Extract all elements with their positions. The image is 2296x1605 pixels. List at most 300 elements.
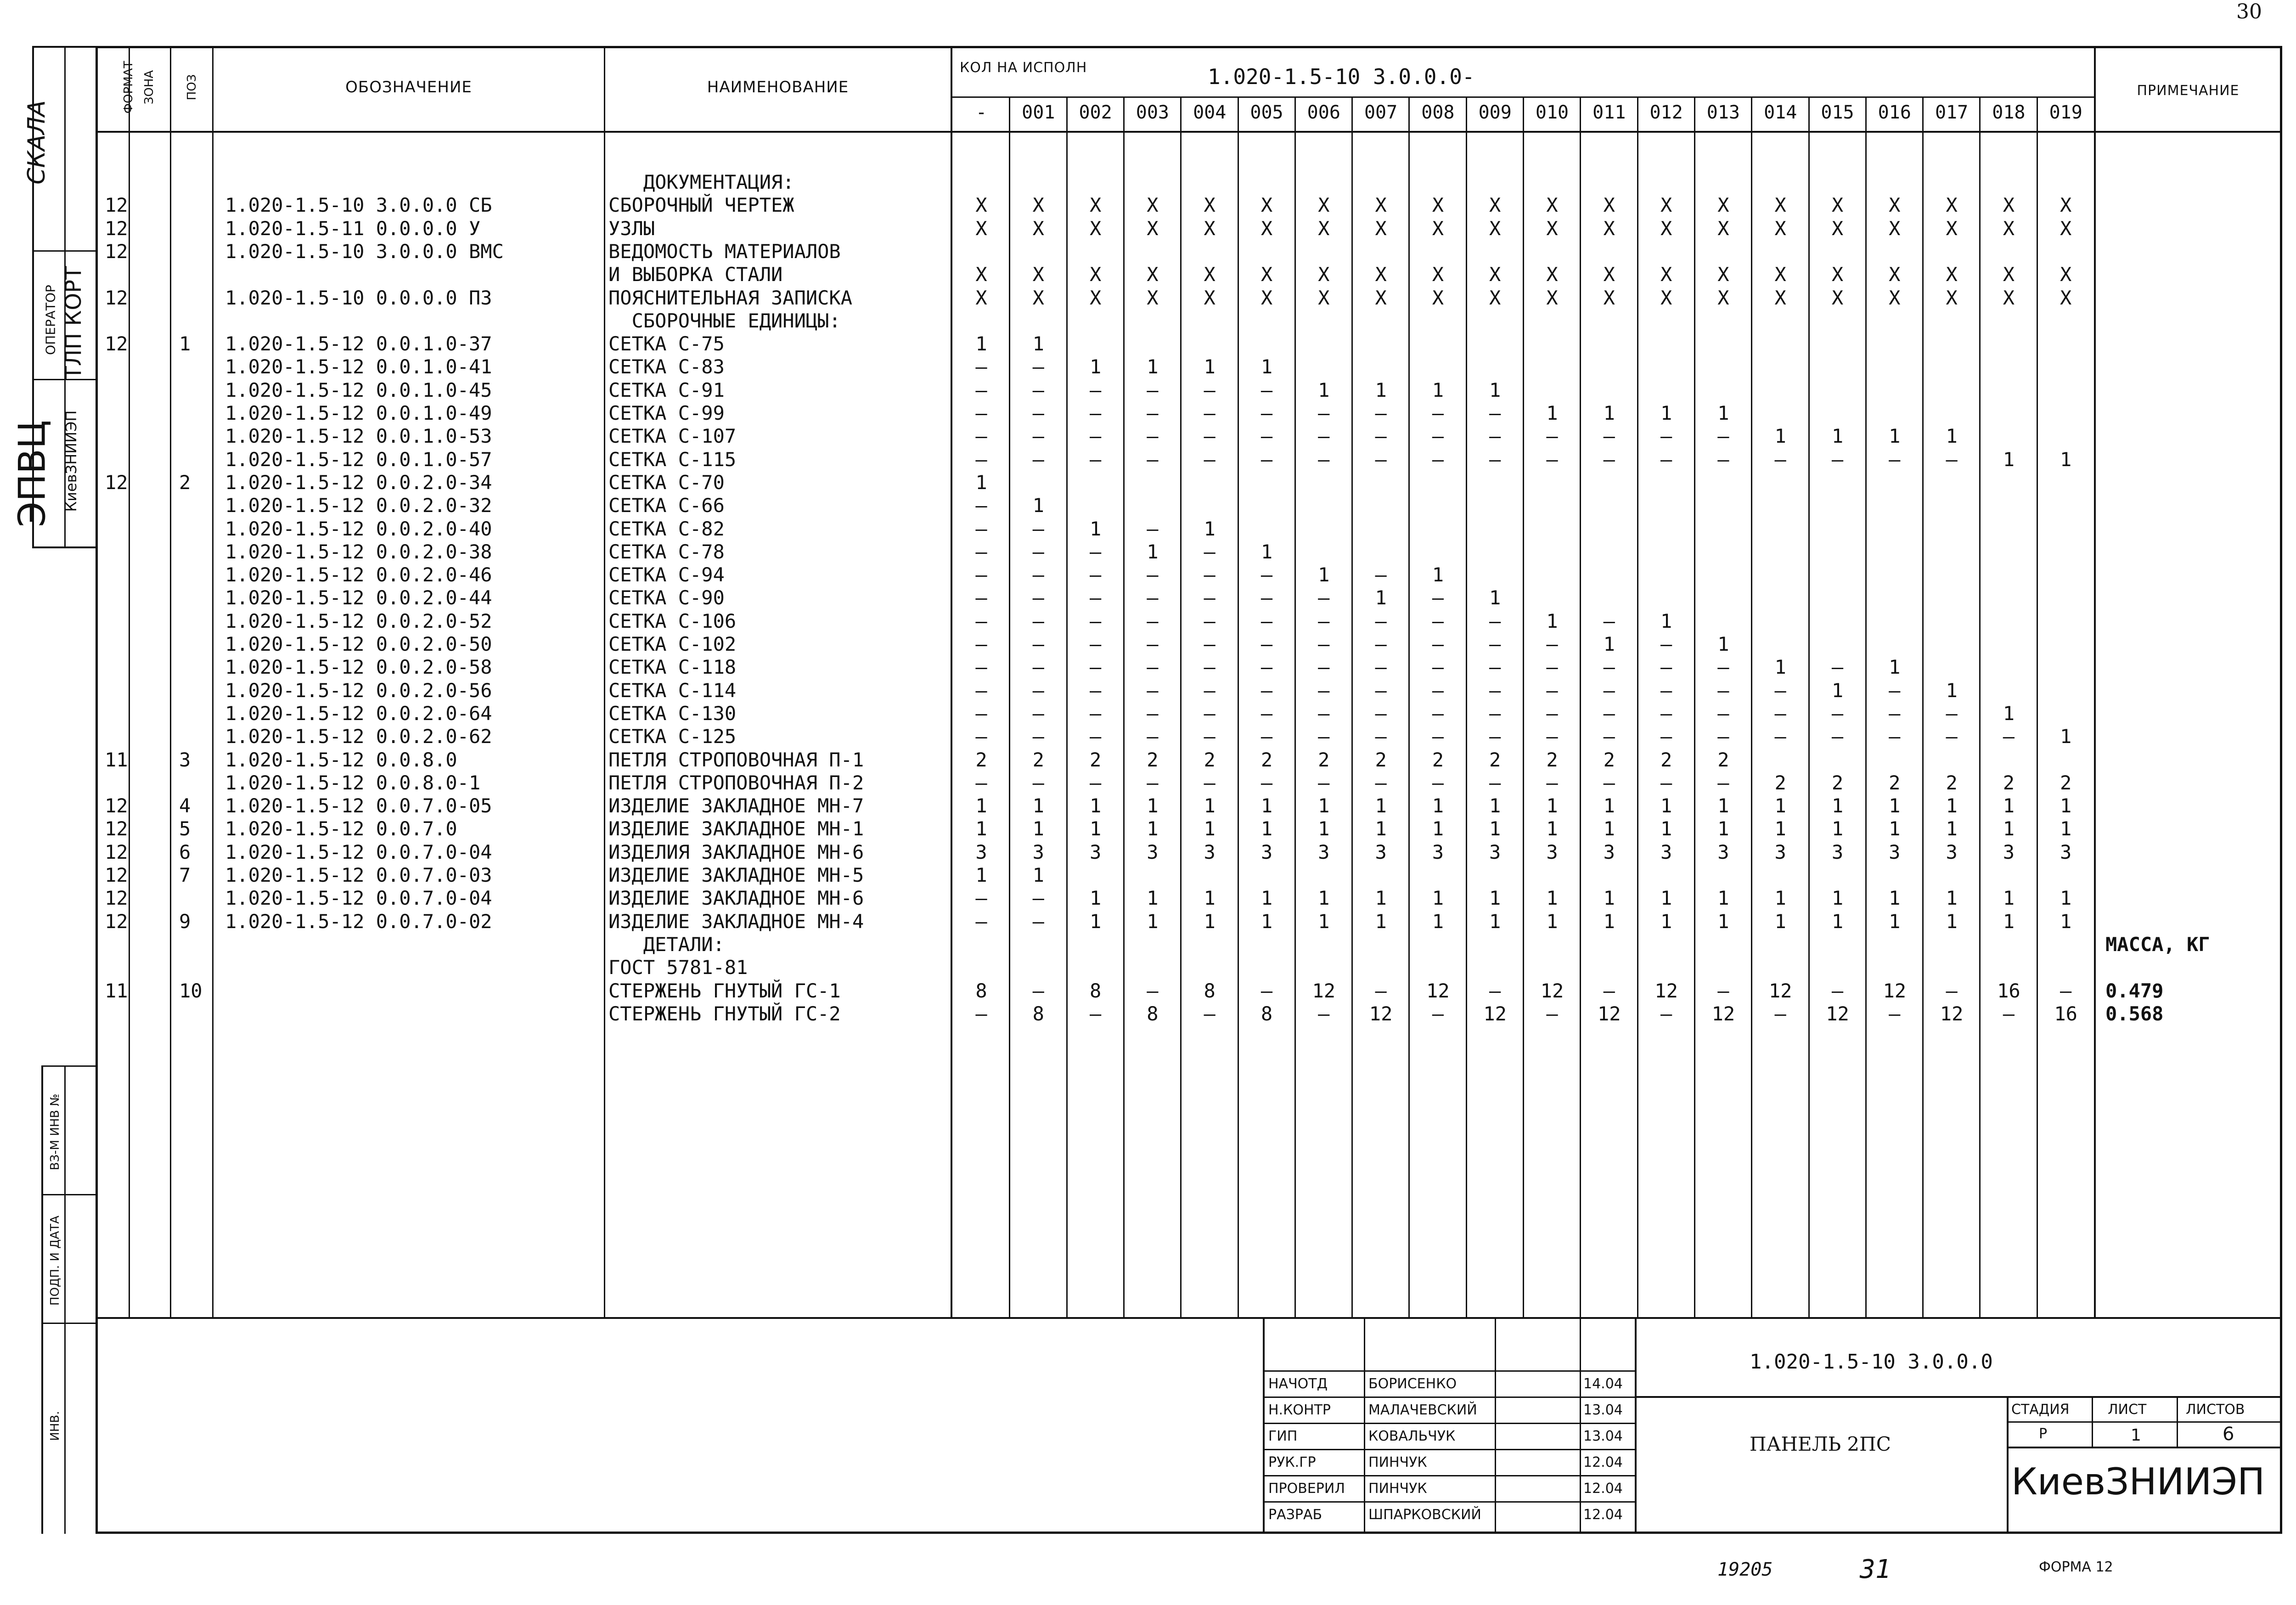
row-quantity-cell: X [1889, 286, 1901, 309]
row-quantity-cell: – [1204, 609, 1216, 632]
row-quantity-cell: 1 [1489, 794, 1501, 817]
row-quantity-cell: 1 [1318, 378, 1330, 401]
row-quantity-cell: – [1261, 402, 1273, 424]
row-designation: 1.020-1.5-10 3.0.0.0 ВМС [225, 240, 504, 263]
stamp-operator-label: ОПЕРАТОР [43, 285, 58, 355]
tb-institute: КиевЗНИИЭП [2011, 1460, 2265, 1503]
signer-name: КОВАЛЬЧУК [1368, 1428, 1456, 1444]
row-quantity-cell: X [1546, 286, 1558, 309]
row-quantity-cell: 1 [1147, 540, 1159, 563]
row-quantity-cell: 1 [1261, 887, 1273, 910]
header-naimenovanie: НАИМЕНОВАНИЕ [707, 78, 849, 96]
row-quantity-cell: X [1946, 217, 1958, 240]
row-quantity-cell: – [1489, 609, 1501, 632]
row-quantity-cell: – [1774, 702, 1786, 725]
row-quantity-cell: – [1089, 425, 1102, 448]
row-quantity-cell: – [1261, 609, 1273, 632]
row-quantity-cell: – [1032, 771, 1044, 794]
footer-order-number: 19205 [1717, 1559, 1773, 1580]
row-quantity-cell: X [1432, 263, 1444, 286]
row-designation: 1.020-1.5-12 0.0.2.0-52 [225, 609, 492, 632]
row-quantity-cell: – [1489, 402, 1501, 424]
row-quantity-cell: 1 [1147, 355, 1159, 378]
page-number: 30 [2236, 0, 2262, 23]
row-quantity-cell: 1 [1318, 794, 1330, 817]
row-quantity-cell: – [1261, 979, 1273, 1002]
row-quantity-cell: – [1032, 448, 1044, 471]
row-quantity-cell: 12 [1426, 979, 1450, 1002]
row-quantity-cell: – [1489, 702, 1501, 725]
row-quantity-cell: – [1375, 609, 1387, 632]
row-quantity-cell: – [1261, 448, 1273, 471]
col-zone-line [170, 46, 171, 1318]
row-quantity-cell: X [1946, 263, 1958, 286]
row-quantity-cell: X [975, 263, 987, 286]
row-quantity-cell: X [1261, 217, 1273, 240]
row-quantity-cell: – [1032, 679, 1044, 702]
row-quantity-cell: X [1147, 263, 1159, 286]
row-quantity-cell: X [1318, 217, 1330, 240]
signer-row-line [1263, 1370, 1635, 1372]
row-quantity-cell: X [2003, 194, 2015, 217]
stamp-skala: СКАЛА [23, 100, 51, 185]
signer-date: 12.04 [1583, 1507, 1623, 1523]
row-note: МАССА, КГ [2105, 933, 2210, 956]
row-quantity-cell: X [1831, 286, 1844, 309]
row-designation: 1.020-1.5-12 0.0.2.0-44 [225, 586, 492, 609]
row-format: 12 [105, 286, 128, 309]
execution-column-11: 011 [1593, 102, 1626, 123]
row-name: ПЕТЛЯ СТРОПОВОЧНАЯ П-1 [608, 748, 864, 771]
row-position: 4 [179, 794, 191, 817]
row-quantity-cell: – [1204, 656, 1216, 679]
row-quantity-cell: – [1318, 656, 1330, 679]
row-quantity-cell: 1 [2003, 448, 2015, 471]
row-quantity-cell: – [1147, 679, 1159, 702]
row-quantity-cell: X [1204, 217, 1216, 240]
row-name: СЕТКА С-118 [608, 656, 737, 679]
row-quantity-cell: 1 [1261, 910, 1273, 933]
row-quantity-cell: – [1375, 679, 1387, 702]
signer-role: ПРОВЕРИЛ [1268, 1481, 1345, 1497]
row-quantity-cell: – [1831, 702, 1844, 725]
row-quantity-cell: – [1660, 448, 1672, 471]
row-quantity-cell: X [1774, 217, 1786, 240]
col-poz-line [212, 46, 214, 1318]
row-quantity-cell: 3 [1375, 840, 1387, 863]
row-format: 12 [105, 332, 128, 355]
row-name: СЕТКА С-125 [608, 725, 737, 748]
row-quantity-cell: – [975, 402, 987, 424]
row-name: СТЕРЖЕНЬ ГНУТЫЙ ГС-2 [608, 1002, 841, 1025]
row-quantity-cell: 1 [975, 332, 987, 355]
row-quantity-cell: – [1318, 679, 1330, 702]
execution-column-4: 004 [1193, 102, 1227, 123]
row-quantity-cell: – [1261, 771, 1273, 794]
execution-column-12: 012 [1649, 102, 1683, 123]
row-quantity-cell: – [1717, 425, 1729, 448]
row-quantity-cell: X [1032, 263, 1044, 286]
row-quantity-cell: 1 [1660, 887, 1672, 910]
execution-column-14: 014 [1764, 102, 1797, 123]
row-quantity-cell: 1 [1774, 817, 1786, 840]
row-quantity-cell: – [1946, 725, 1958, 748]
row-quantity-cell: X [1660, 194, 1672, 217]
row-quantity-cell: – [1204, 448, 1216, 471]
tb-stadia-v2 [2092, 1396, 2093, 1447]
row-name: СЕТКА С-106 [608, 609, 737, 632]
row-quantity-cell: X [2003, 286, 2015, 309]
row-quantity-cell: 1 [1946, 817, 1958, 840]
row-quantity-cell: X [2060, 217, 2072, 240]
row-quantity-cell: 1 [1489, 378, 1501, 401]
row-quantity-cell: 1 [1261, 794, 1273, 817]
row-quantity-cell: – [1318, 402, 1330, 424]
row-quantity-cell: 1 [2060, 794, 2072, 817]
row-quantity-cell: X [1489, 217, 1501, 240]
row-quantity-cell: – [1375, 448, 1387, 471]
row-quantity-cell: X [1831, 194, 1844, 217]
execution-column-10: 010 [1535, 102, 1569, 123]
row-quantity-cell: X [1261, 194, 1273, 217]
stamp-outer-bottom [32, 546, 96, 548]
row-quantity-cell: – [1318, 725, 1330, 748]
frame-left [96, 46, 98, 1534]
signer-date: 14.04 [1583, 1376, 1623, 1392]
frame-right [2280, 46, 2282, 1534]
row-quantity-cell: – [1774, 1002, 1786, 1025]
row-quantity-cell: – [1660, 425, 1672, 448]
signer-role: ГИП [1268, 1428, 1298, 1444]
row-quantity-cell: – [975, 656, 987, 679]
date-label: ПОДП. И ДАТА [48, 1216, 62, 1306]
row-quantity-cell: 2 [1717, 748, 1729, 771]
row-quantity-cell: – [1261, 633, 1273, 655]
row-designation: 1.020-1.5-12 0.0.1.0-41 [225, 355, 492, 378]
tb-stadia-label: СТАДИЯ [2011, 1402, 2070, 1418]
row-designation: 1.020-1.5-12 0.0.2.0-62 [225, 725, 492, 748]
signer-role: НАЧОТД [1268, 1376, 1328, 1392]
tb-stadia-v [2007, 1396, 2009, 1534]
row-quantity-cell: X [1774, 194, 1786, 217]
row-quantity-cell: X [1089, 263, 1102, 286]
row-quantity-cell: 1 [1432, 794, 1444, 817]
row-quantity-cell: 2 [1889, 771, 1901, 794]
row-quantity-cell: X [1717, 194, 1729, 217]
row-quantity-cell: X [1660, 263, 1672, 286]
row-quantity-cell: 1 [1889, 817, 1901, 840]
row-quantity-cell: – [975, 540, 987, 563]
row-quantity-cell: X [1546, 194, 1558, 217]
row-quantity-cell: X [1603, 263, 1615, 286]
row-quantity-cell: – [975, 563, 987, 586]
row-quantity-cell: 3 [1831, 840, 1844, 863]
tb-stadia-v3 [2177, 1396, 2178, 1447]
row-quantity-cell: – [1375, 725, 1387, 748]
row-name: ВЕДОМОСТЬ МАТЕРИАЛОВ [608, 240, 841, 263]
row-quantity-cell: 2 [1204, 748, 1216, 771]
signer-name: МАЛАЧЕВСКИЙ [1368, 1402, 1477, 1418]
stamp-operator-value: ТЛП КОРТ [61, 266, 86, 380]
row-quantity-cell: – [1204, 771, 1216, 794]
row-quantity-cell: – [1432, 448, 1444, 471]
row-quantity-cell: X [1489, 194, 1501, 217]
row-name: СЕТКА С-114 [608, 679, 737, 702]
row-quantity-cell: 3 [1546, 840, 1558, 863]
row-quantity-cell: – [1032, 563, 1044, 586]
row-quantity-cell: 1 [1261, 540, 1273, 563]
row-quantity-cell: 1 [1946, 910, 1958, 933]
row-quantity-cell: 1 [1546, 794, 1558, 817]
execution-column-1: 001 [1022, 102, 1055, 123]
row-quantity-cell: 1 [1889, 656, 1901, 679]
row-quantity-cell: 1 [1546, 402, 1558, 424]
row-quantity-cell: 1 [1717, 817, 1729, 840]
row-quantity-cell: – [975, 679, 987, 702]
signer-name: ПИНЧУК [1368, 1481, 1427, 1497]
row-quantity-cell: – [1204, 425, 1216, 448]
row-designation: 1.020-1.5-12 0.0.8.0-1 [225, 771, 481, 794]
row-quantity-cell: – [1147, 771, 1159, 794]
row-quantity-cell: X [1089, 286, 1102, 309]
execution-column-16: 016 [1878, 102, 1911, 123]
row-quantity-cell: 1 [1375, 586, 1387, 609]
row-name: ИЗДЕЛИЕ ЗАКЛАДНОЕ МН-4 [608, 910, 864, 933]
row-quantity-cell: 3 [1032, 840, 1044, 863]
row-quantity-cell: – [1204, 702, 1216, 725]
row-quantity-cell: – [975, 517, 987, 540]
row-quantity-cell: X [1831, 217, 1844, 240]
row-quantity-cell: – [2003, 1002, 2015, 1025]
row-quantity-cell: 3 [1432, 840, 1444, 863]
row-quantity-cell: – [1375, 633, 1387, 655]
row-quantity-cell: 12 [1826, 1002, 1849, 1025]
row-format: 12 [105, 840, 128, 863]
row-quantity-cell: – [1261, 725, 1273, 748]
execution-column-8: 008 [1421, 102, 1455, 123]
row-quantity-cell: 2 [1032, 748, 1044, 771]
row-quantity-cell: 2 [1318, 748, 1330, 771]
row-quantity-cell: 1 [1318, 563, 1330, 586]
execution-column-15: 015 [1821, 102, 1854, 123]
row-quantity-cell: – [1032, 725, 1044, 748]
row-name: СБОРОЧНЫЙ ЧЕРТЕЖ [608, 194, 794, 217]
row-quantity-cell: – [1546, 679, 1558, 702]
row-quantity-cell: 3 [1717, 840, 1729, 863]
row-quantity-cell: – [975, 725, 987, 748]
row-quantity-cell: 12 [1883, 979, 1907, 1002]
row-designation: 1.020-1.5-12 0.0.2.0-40 [225, 517, 492, 540]
row-quantity-cell: 2 [1147, 748, 1159, 771]
row-quantity-cell: 1 [1717, 633, 1729, 655]
row-quantity-cell: 1 [1717, 887, 1729, 910]
row-designation: 1.020-1.5-12 0.0.1.0-49 [225, 402, 492, 424]
row-quantity-cell: 1 [1032, 494, 1044, 517]
row-quantity-cell: – [1032, 656, 1044, 679]
row-quantity-cell: X [1147, 217, 1159, 240]
row-quantity-cell: – [1147, 402, 1159, 424]
row-name: СЕТКА С-90 [608, 586, 725, 609]
row-quantity-cell: – [1546, 1002, 1558, 1025]
row-quantity-cell: – [1204, 540, 1216, 563]
row-quantity-cell: – [1089, 679, 1102, 702]
row-quantity-cell: – [975, 425, 987, 448]
row-name: СЕТКА С-91 [608, 378, 725, 401]
row-name: ПОЯСНИТЕЛЬНАЯ ЗАПИСКА [608, 286, 853, 309]
row-quantity-cell: – [1432, 586, 1444, 609]
row-quantity-cell: 3 [1204, 840, 1216, 863]
row-quantity-cell: – [1147, 656, 1159, 679]
row-quantity-cell: 1 [1946, 425, 1958, 448]
row-quantity-cell: 1 [1546, 609, 1558, 632]
header-oboznachenie: ОБОЗНАЧЕНИЕ [345, 78, 472, 96]
row-quantity-cell: 2 [1089, 748, 1102, 771]
row-quantity-cell: 1 [1375, 887, 1387, 910]
row-designation: 1.020-1.5-12 0.0.7.0-04 [225, 840, 492, 863]
row-quantity-cell: 1 [1774, 794, 1786, 817]
row-quantity-cell: – [1375, 771, 1387, 794]
row-quantity-cell: 1 [1946, 679, 1958, 702]
row-quantity-cell: – [1603, 979, 1615, 1002]
row-quantity-cell: – [1889, 725, 1901, 748]
row-quantity-cell: 1 [1603, 633, 1615, 655]
row-quantity-cell: – [1375, 563, 1387, 586]
tb-designation: 1.020-1.5-10 3.0.0.0 [1750, 1350, 1993, 1374]
signer-row-line [1263, 1423, 1635, 1424]
row-quantity-cell: 1 [1774, 910, 1786, 933]
row-quantity-cell: 1 [1089, 517, 1102, 540]
row-quantity-cell: – [1831, 448, 1844, 471]
row-designation: 1.020-1.5-12 0.0.2.0-64 [225, 702, 492, 725]
row-quantity-cell: 1 [1946, 887, 1958, 910]
row-quantity-cell: 16 [1997, 979, 2020, 1002]
row-name: СЕТКА С-115 [608, 448, 737, 471]
row-quantity-cell: X [1774, 263, 1786, 286]
row-quantity-cell: – [1204, 679, 1216, 702]
execution-column-9: 009 [1478, 102, 1512, 123]
row-designation: 1.020-1.5-10 0.0.0.0 ПЗ [225, 286, 492, 309]
header-primechanie: ПРИМЕЧАНИЕ [2137, 83, 2240, 99]
row-name: ГОСТ 5781-81 [608, 956, 748, 979]
row-quantity-cell: – [975, 609, 987, 632]
row-name: СЕТКА С-99 [608, 402, 725, 424]
row-quantity-cell: – [1032, 425, 1044, 448]
row-quantity-cell: – [975, 448, 987, 471]
row-designation: 1.020-1.5-12 0.0.2.0-50 [225, 633, 492, 655]
signer-date: 13.04 [1583, 1428, 1623, 1444]
row-quantity-cell: 12 [1654, 979, 1678, 1002]
row-quantity-cell: X [1717, 286, 1729, 309]
row-quantity-cell: 1 [1774, 887, 1786, 910]
row-quantity-cell: X [1603, 194, 1615, 217]
row-position: 9 [179, 910, 191, 933]
row-quantity-cell: X [1546, 217, 1558, 240]
row-quantity-cell: – [1660, 656, 1672, 679]
row-quantity-cell: – [1032, 517, 1044, 540]
row-quantity-cell: 1 [1204, 355, 1216, 378]
row-name: ИЗДЕЛИЯ ЗАКЛАДНОЕ МН-6 [608, 840, 864, 863]
row-quantity-cell: 3 [1774, 840, 1786, 863]
frame-bottom [96, 1532, 2282, 1534]
row-quantity-cell: 1 [1774, 425, 1786, 448]
row-quantity-cell: X [1774, 286, 1786, 309]
row-quantity-cell: 1 [1375, 910, 1387, 933]
row-quantity-cell: X [1546, 263, 1558, 286]
row-quantity-cell: X [1032, 217, 1044, 240]
row-quantity-cell: 1 [1660, 910, 1672, 933]
row-designation: 1.020-1.5-12 0.0.8.0 [225, 748, 457, 771]
row-quantity-cell: 1 [1489, 910, 1501, 933]
row-quantity-cell: – [1489, 425, 1501, 448]
row-quantity-cell: 1 [1375, 794, 1387, 817]
row-quantity-cell: – [1603, 609, 1615, 632]
row-name: СЕТКА С-94 [608, 563, 725, 586]
row-quantity-cell: X [1261, 286, 1273, 309]
row-quantity-cell: – [975, 633, 987, 655]
row-position: 6 [179, 840, 191, 863]
row-quantity-cell: 1 [1831, 679, 1844, 702]
row-quantity-cell: – [975, 494, 987, 517]
row-quantity-cell: X [1032, 194, 1044, 217]
row-quantity-cell: X [1717, 217, 1729, 240]
row-quantity-cell: X [1204, 263, 1216, 286]
row-quantity-cell: 1 [1889, 794, 1901, 817]
row-quantity-cell: – [1946, 448, 1958, 471]
row-quantity-cell: – [1660, 702, 1672, 725]
row-quantity-cell: – [1489, 448, 1501, 471]
row-quantity-cell: – [1603, 425, 1615, 448]
row-quantity-cell: X [1261, 263, 1273, 286]
row-designation: 1.020-1.5-12 0.0.7.0-05 [225, 794, 492, 817]
row-quantity-cell: 3 [1603, 840, 1615, 863]
row-quantity-cell: 1 [1603, 817, 1615, 840]
row-quantity-cell: – [1032, 887, 1044, 910]
row-quantity-cell: – [1032, 378, 1044, 401]
execution-column-19: 019 [2049, 102, 2082, 123]
row-format: 12 [105, 217, 128, 240]
row-quantity-cell: 1 [1432, 563, 1444, 586]
row-quantity-cell: – [1603, 448, 1615, 471]
row-quantity-cell: 12 [1940, 1002, 1964, 1025]
row-quantity-cell: 1 [1147, 887, 1159, 910]
row-quantity-cell: 1 [975, 794, 987, 817]
row-quantity-cell: 1 [1318, 817, 1330, 840]
row-quantity-cell: X [1660, 217, 1672, 240]
row-quantity-cell: – [1147, 725, 1159, 748]
row-format: 12 [105, 794, 128, 817]
execution-column-13: 013 [1706, 102, 1740, 123]
row-quantity-cell: 12 [1540, 979, 1564, 1002]
row-quantity-cell: 1 [1546, 910, 1558, 933]
row-quantity-cell: X [1717, 263, 1729, 286]
row-quantity-cell: 1 [1204, 794, 1216, 817]
row-quantity-cell: – [1032, 402, 1044, 424]
execution-column-5: 005 [1250, 102, 1283, 123]
execution-column-0: - [975, 102, 987, 123]
row-quantity-cell: 1 [2060, 910, 2072, 933]
row-quantity-cell: – [1032, 586, 1044, 609]
row-name: ПЕТЛЯ СТРОПОВОЧНАЯ П-2 [608, 771, 864, 794]
row-quantity-cell: 8 [1147, 1002, 1159, 1025]
row-designation: 1.020-1.5-12 0.0.2.0-56 [225, 679, 492, 702]
row-name: СЕТКА С-130 [608, 702, 737, 725]
row-quantity-cell: 1 [1032, 864, 1044, 886]
row-quantity-cell: – [1375, 425, 1387, 448]
row-quantity-cell: 1 [1432, 378, 1444, 401]
row-quantity-cell: – [1432, 402, 1444, 424]
lower-strip-d2 [41, 1194, 96, 1195]
row-quantity-cell: – [975, 771, 987, 794]
